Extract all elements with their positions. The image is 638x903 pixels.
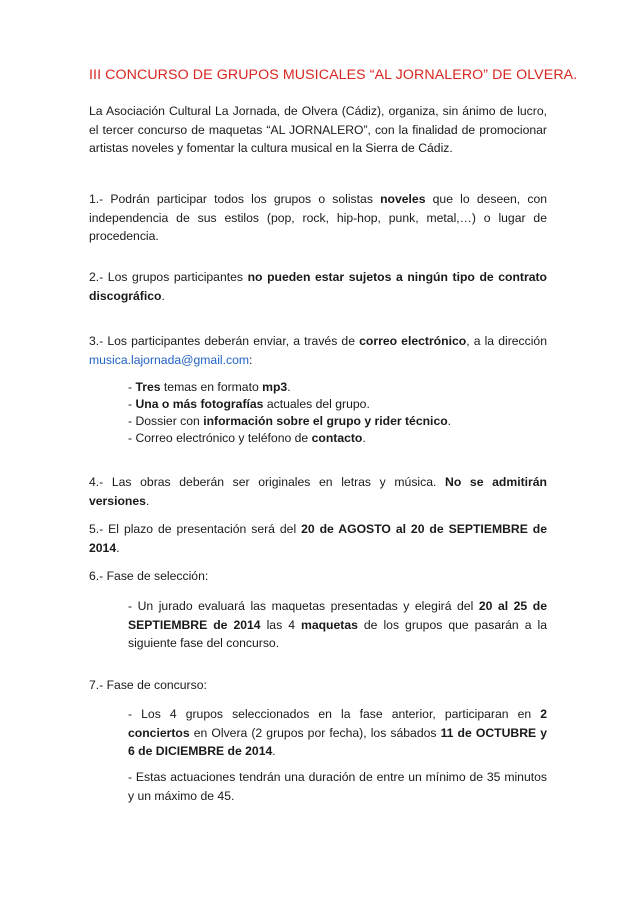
rule-1-bold: noveles [380,192,426,206]
rule-4-text: 4.- Las obras deberán ser originales en letras y música. [89,475,446,489]
rule-4-bold: No se admitirán versiones [89,475,547,508]
rule-4 [89,473,547,510]
email-link[interactable]: musica.lajornada@gmail.com [89,352,250,367]
list-item: - Tres temas en formato mp3. [128,380,291,394]
rule-6-heading: 6.- Fase de selección: [89,569,209,583]
document-title: III CONCURSO DE GRUPOS MUSICALES “AL JORNALERO” DE OLVERA. [89,67,578,83]
rule-2-bold: no pueden estar sujetos a ningún tipo de contrato discográfico [89,270,547,303]
rule-5-text-end: . [116,540,120,555]
rule-3-text: 3.- Los participantes deberán enviar, a través de [89,334,360,348]
rule-7-detail-1: - Los 4 grupos seleccionados en la fase anterior, participaran en 2 conciertos en Olvera (2 grupos por fecha), los sábados 11 de OCTUBRE y 6 de DICIEMBRE de 2014. [128,707,548,758]
rule-3 [89,332,547,369]
rule-3-bold: correo electrónico [359,334,467,348]
list-item: - Dossier con información sobre el grupo y rider técnico. [128,414,452,428]
rule-5 [89,520,547,557]
rule-7-detail-2: - Estas actuaciones tendrán una duración de entre un mínimo de 35 minutos y un máximo de 45. [128,770,547,803]
list-item: - Correo electrónico y teléfono de contacto. [128,431,366,445]
intro-paragraph: La Asociación Cultural La Jornada, de Olvera (Cádiz), organiza, sin ánimo de lucro, el tercer concurso de maquetas “AL JORNALERO”, con la finalidad de promocionar artistas noveles y fomentar la cultura musical en la Sierra de Cádiz. [89,104,547,155]
rule-1-text: 1.- Podrán participar todos los grupos o solistas [89,192,381,206]
list-item: - Una o más fotografías actuales del grupo. [128,397,370,411]
rule-3-text-end: : [249,352,253,367]
rule-2 [89,268,547,305]
rule-3-text-mid: , a la dirección [466,334,547,348]
rule-6-detail: - Un jurado evaluará las maquetas presentadas y elegirá del 20 al 25 de SEPTIEMBRE de 2014 las 4 maquetas de los grupos que pasarán a la siguiente fase del concurso. [128,599,547,650]
rule-4-text-end: . [145,493,150,508]
rule-1-text-end: que lo deseen, con independencia de sus estilos (pop, rock, hip-hop, punk, metal,…) o lugar de procedencia. [89,192,548,243]
rule-2-text: 2.- Los grupos participantes [89,270,248,284]
rule-5-text: 5.- El plazo de presentación será del [89,522,302,536]
rule-2-text-end: . [161,288,165,303]
rule-1 [89,190,547,246]
requirements-list [128,379,548,447]
rule-5-bold: 20 de AGOSTO al 20 de SEPTIEMBRE de 2014 [89,522,547,555]
rule-7-heading: 7.- Fase de concurso: [89,678,207,692]
